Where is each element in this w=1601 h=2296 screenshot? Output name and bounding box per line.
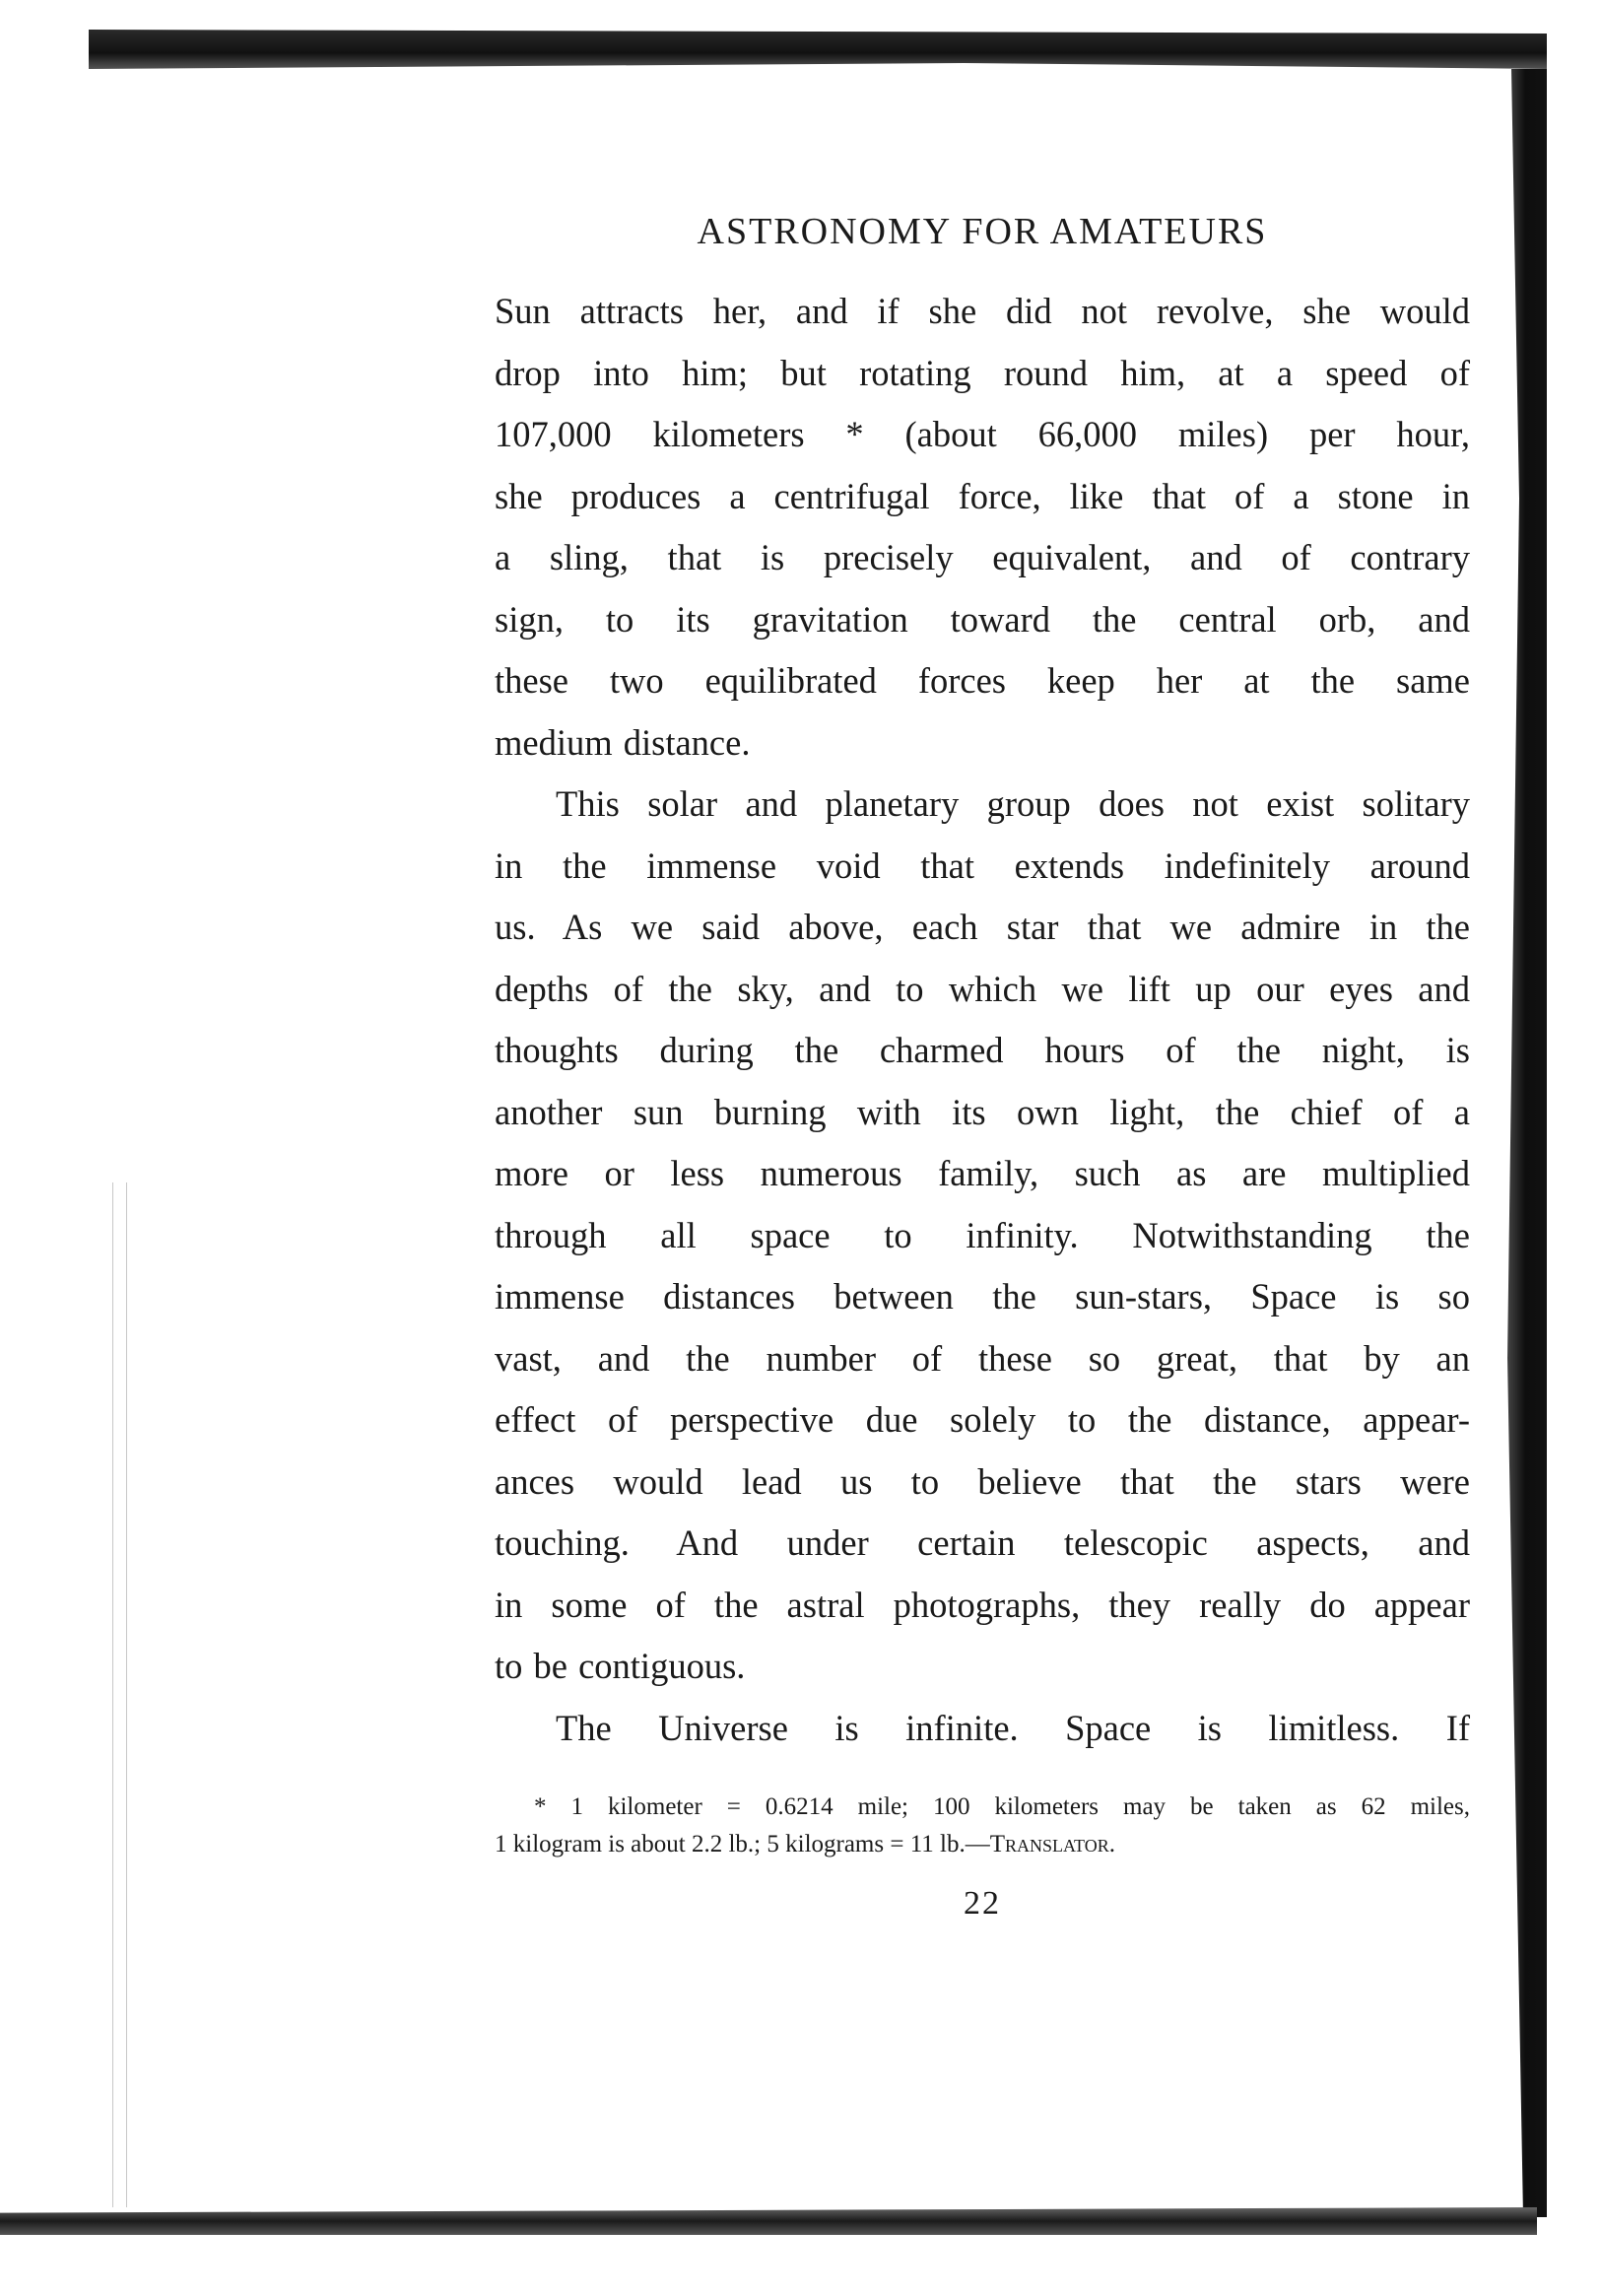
- text-line: through all space to infinity. Notwithstanding the: [495, 1214, 1470, 1255]
- scan-border-top: [89, 30, 1547, 69]
- text-line: vast, and the number of these so great, that by an: [495, 1337, 1470, 1379]
- text-line: thoughts during the charmed hours of the night, is: [495, 1030, 1470, 1070]
- text-line: immense distances between the sun-stars, Space is so: [495, 1276, 1470, 1317]
- text-line: in the immense void that extends indefinitely around: [495, 844, 1470, 886]
- text-line: sign, to its gravitation toward the central orb, and: [495, 598, 1470, 640]
- footnote-line-2-text: 1 kilogram is about 2.2 lb.; 5 kilograms = 11 lb.—: [495, 1831, 990, 1857]
- book-page: [495, 202, 1470, 1923]
- text-line: drop into him; but rotating round him, at a speed of: [495, 352, 1470, 393]
- text-line: she produces a centrifugal force, like that of a stone in: [495, 475, 1470, 516]
- text-line: us. As we said above, each star that we admire in the: [495, 907, 1470, 947]
- footnote-translator: Translator.: [989, 1831, 1115, 1857]
- scan-border-right: [1507, 69, 1547, 2217]
- text-line: depths of the sky, and to which we lift up our eyes and: [495, 968, 1470, 1009]
- text-line: to be contiguous.: [495, 1646, 746, 1686]
- text-line: medium distance.: [495, 721, 751, 763]
- text-line: touching. And under certain telescopic aspects, and: [495, 1522, 1470, 1563]
- text-line: effect of perspective due solely to the distance, appear-: [495, 1399, 1470, 1440]
- text-line: more or less numerous family, such as are multiplied: [495, 1153, 1470, 1193]
- running-head: ASTRONOMY FOR AMATEURS: [697, 211, 1268, 252]
- text-line: This solar and planetary group does not exist solitary: [556, 783, 1470, 824]
- text-line: The Universe is infinite. Space is limitless. If: [556, 1707, 1470, 1748]
- text-line: 107,000 kilometers * (about 66,000 miles) per hour,: [495, 414, 1470, 454]
- scan-border-bottom: [0, 2207, 1537, 2235]
- footnote-line-2: [495, 1826, 1470, 1863]
- text-line: a sling, that is precisely equivalent, and of contrary: [495, 537, 1470, 577]
- text-line: these two equilibrated forces keep her at the same: [495, 660, 1470, 701]
- text-line: ances would lead us to believe that the stars were: [495, 1460, 1470, 1502]
- text-line: another sun burning with its own light, the chief of a: [495, 1091, 1470, 1132]
- body-text: [495, 281, 1470, 1759]
- scan-border-left-marks: [106, 1182, 136, 2207]
- footnote-line-1: * 1 kilometer = 0.6214 mile; 100 kilometers may be taken as 62 miles,: [534, 1793, 1470, 1820]
- footnote: [495, 1789, 1470, 1863]
- text-line: in some of the astral photographs, they really do appear: [495, 1584, 1470, 1625]
- text-line: Sun attracts her, and if she did not revolve, she would: [495, 291, 1470, 331]
- page-number: 22: [964, 1885, 1001, 1922]
